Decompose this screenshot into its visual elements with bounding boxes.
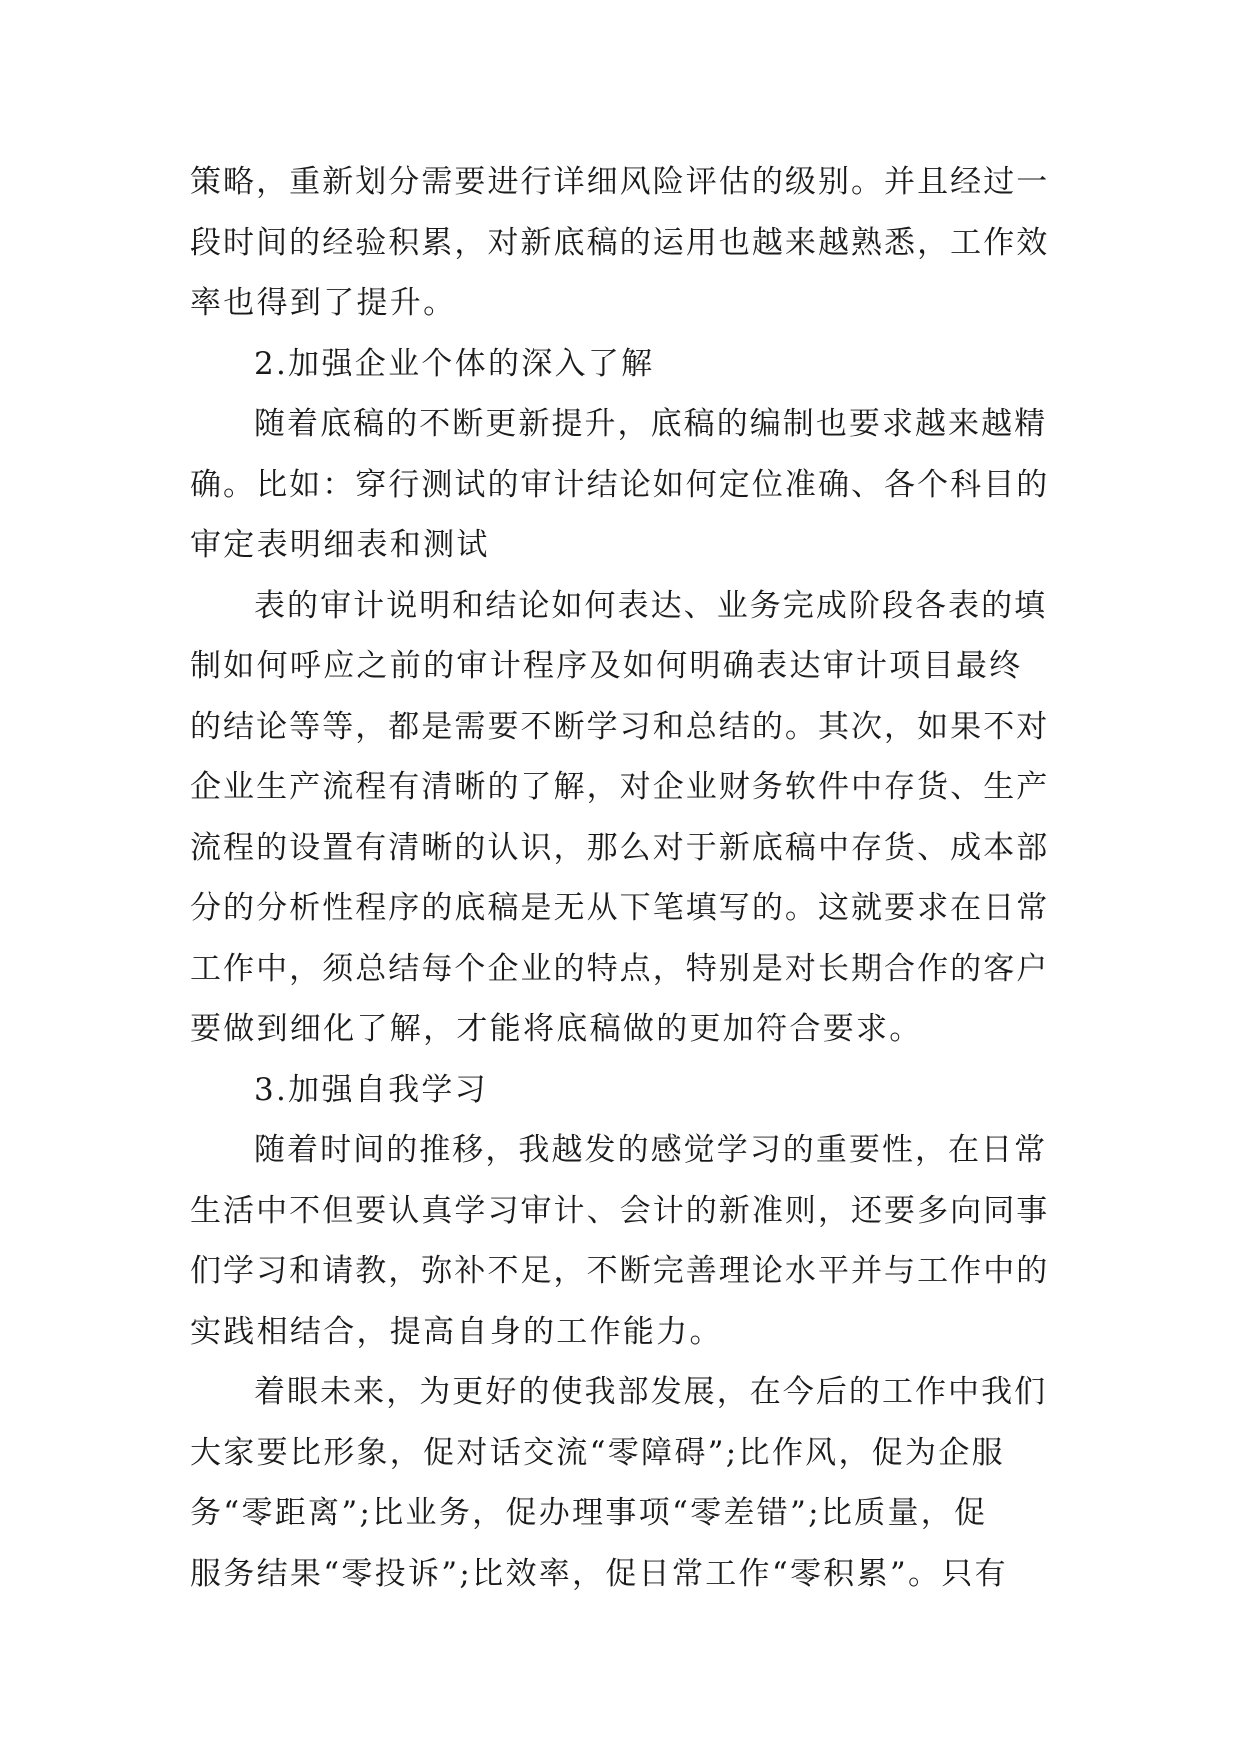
text-line: 要做到细化了解，才能将底稿做的更加符合要求。 [190, 1011, 923, 1047]
section-heading-2: 2.加强企业个体的深入了解 [254, 345, 655, 382]
text-line: 制如何呼应之前的审计程序及如何明确表达审计项目最终 [190, 648, 1023, 684]
text-line: 着眼未来，为更好的使我部发展，在今后的工作中我们 [254, 1374, 1048, 1410]
text-line: 工作中，须总结每个企业的特点，特别是对长期合作的客户 [190, 950, 1050, 987]
text-line: 确。比如：穿行测试的审计结论如何定位准确、各个科目的 [190, 466, 1050, 503]
text-line: 随着时间的推移，我越发的感觉学习的重要性，在日常 [254, 1132, 1048, 1168]
text-line: 审定表明细表和测试 [190, 527, 490, 563]
section-heading-3: 3.加强自我学习 [254, 1071, 488, 1108]
text-line: 实践相结合，提高自身的工作能力。 [190, 1313, 723, 1350]
text-line: 策略，重新划分需要进行详细风险评估的级别。并且经过一 [190, 164, 1050, 200]
text-line: 的结论等等，都是需要不断学习和总结的。其次，如果不对 [190, 708, 1050, 745]
document-body [190, 152, 1052, 1604]
text-line: 率也得到了提升。 [190, 285, 457, 321]
text-line: 服务结果“零投诉”;比效率，促日常工作“零积累”。只有 [190, 1555, 1008, 1592]
text-line: 分的分析性程序的底稿是无从下笔填写的。这就要求在日常 [190, 890, 1050, 926]
text-line: 表的审计说明和结论如何表达、业务完成阶段各表的填 [254, 587, 1048, 624]
text-line: 随着底稿的不断更新提升，底稿的编制也要求越来越精 [254, 406, 1048, 442]
text-line: 大家要比形象，促对话交流“零障碍”;比作风，促为企服 [190, 1434, 1005, 1471]
text-line: 们学习和请教，弥补不足，不断完善理论水平并与工作中的 [190, 1253, 1050, 1289]
text-line: 务“零距离”;比业务，促办理事项“零差错”;比质量，促 [190, 1495, 988, 1531]
text-line: 段时间的经验积累，对新底稿的运用也越来越熟悉，工作效 [190, 224, 1050, 261]
text-line: 流程的设置有清晰的认识，那么对于新底稿中存货、成本部 [190, 829, 1050, 866]
text-line: 生活中不但要认真学习审计、会计的新准则，还要多向同事 [190, 1192, 1050, 1229]
text-line: 企业生产流程有清晰的了解，对企业财务软件中存货、生产 [190, 769, 1050, 805]
